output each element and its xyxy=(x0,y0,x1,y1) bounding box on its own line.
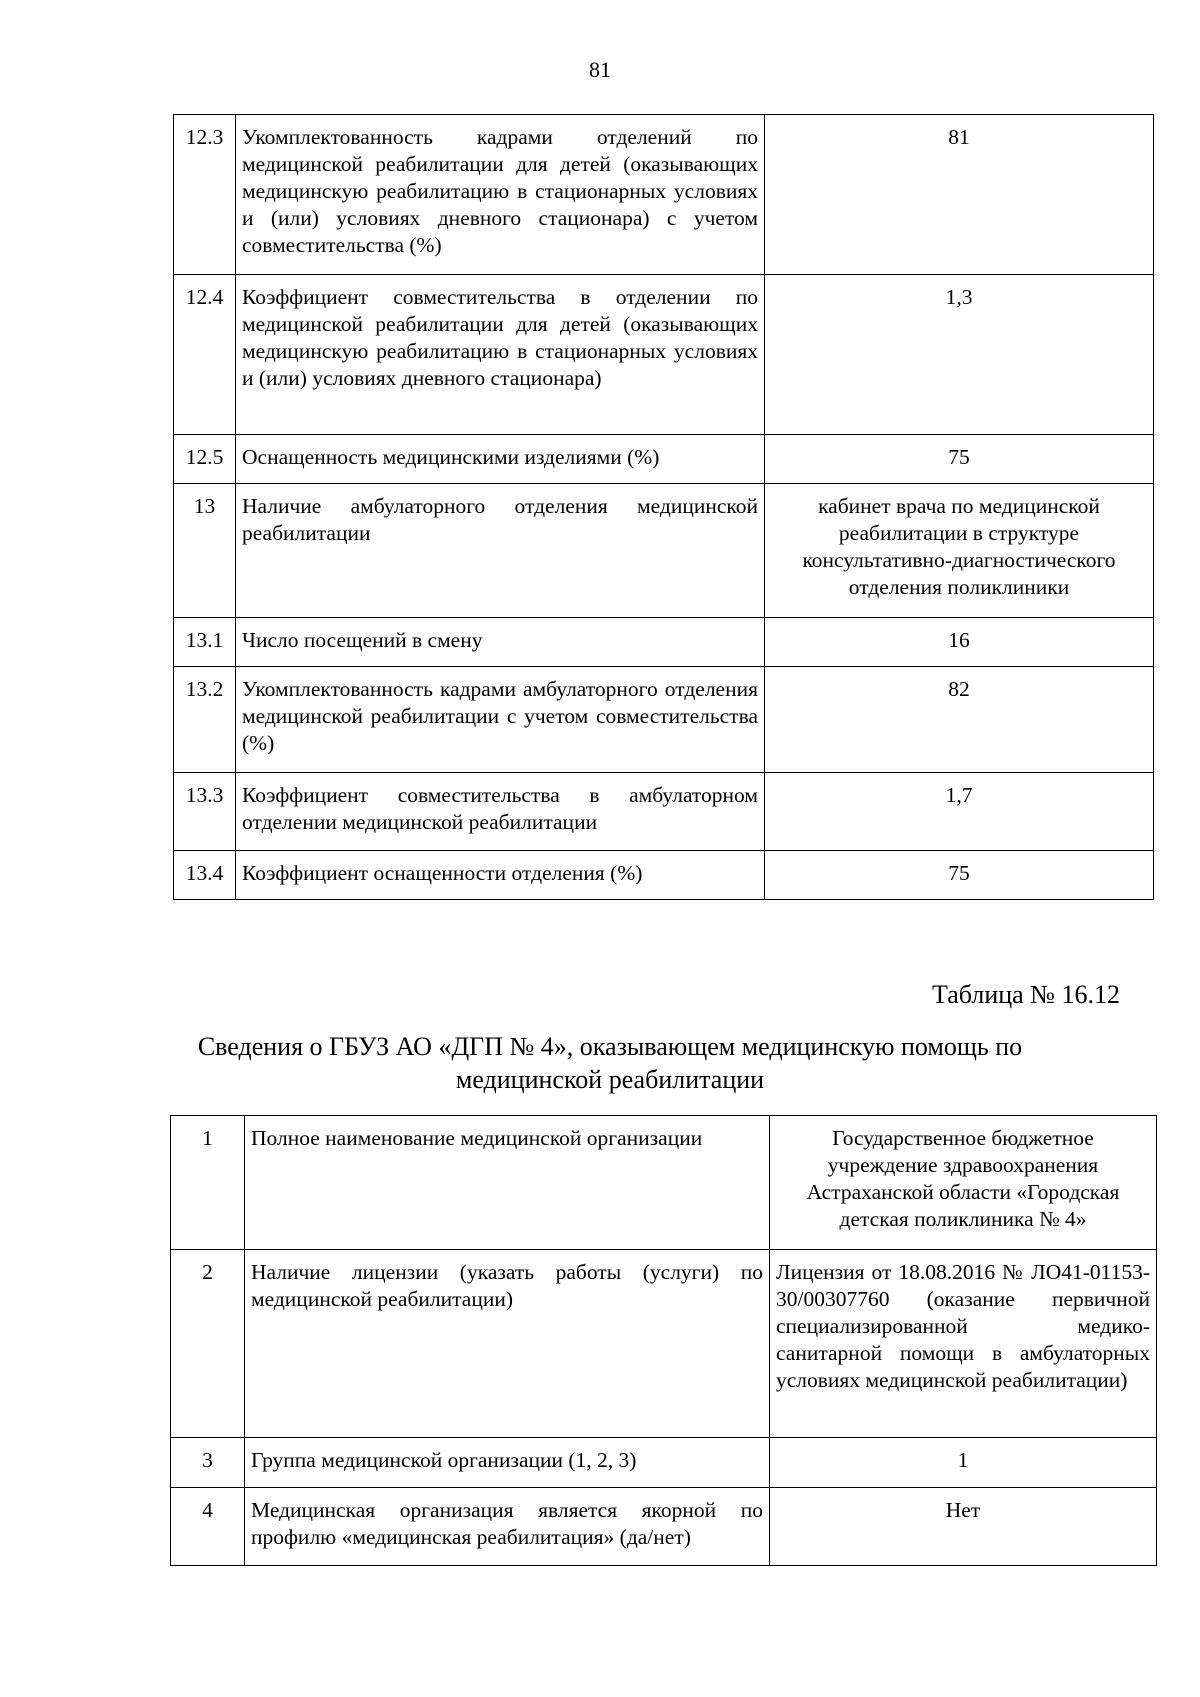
row-value: Лицензия от 18.08.2016 № ЛО41-01153-30/00307760 (оказание первичной специализированной медико-санитарной помощи в амбулаторных условиях медицинской реабилитации) xyxy=(770,1250,1157,1438)
row-description: Оснащенность медицинскими изделиями (%) xyxy=(236,435,765,484)
row-number: 13.3 xyxy=(174,773,236,851)
table-row xyxy=(171,1250,1157,1438)
table-row xyxy=(174,667,1154,773)
row-number: 12.3 xyxy=(174,115,236,275)
row-value: Государственное бюджетное учреждение здравоохранения Астраханской области «Городская детская поликлиника № 4» xyxy=(770,1116,1157,1250)
row-number: 12.5 xyxy=(174,435,236,484)
row-value: 1,7 xyxy=(765,773,1154,851)
row-description: Группа медицинской организации (1, 2, 3) xyxy=(245,1438,770,1488)
table-title: Сведения о ГБУЗ АО «ДГП № 4», оказывающем медицинскую помощь по медицинской реабилитации xyxy=(197,1032,1023,1094)
row-description: Полное наименование медицинской организации xyxy=(245,1116,770,1250)
row-number: 12.4 xyxy=(174,275,236,435)
row-description: Число посещений в смену xyxy=(236,618,765,667)
table-row xyxy=(174,484,1154,618)
row-description: Наличие амбулаторного отделения медицинской реабилитации xyxy=(236,484,765,618)
table-row xyxy=(174,773,1154,851)
row-value: 1 xyxy=(770,1438,1157,1488)
row-number: 4 xyxy=(171,1488,245,1566)
row-number: 2 xyxy=(171,1250,245,1438)
row-number: 1 xyxy=(171,1116,245,1250)
row-number: 13.1 xyxy=(174,618,236,667)
table-caption: Таблица № 16.12 xyxy=(931,980,1120,1009)
table-row xyxy=(171,1116,1157,1250)
row-description: Коэффициент совместительства в отделении по медицинской реабилитации для детей (оказывающих медицинскую реабилитацию в стационарных условиях и (или) условиях дневного стационара) xyxy=(236,275,765,435)
row-value: 75 xyxy=(765,435,1154,484)
row-number: 13 xyxy=(174,484,236,618)
row-number: 13.2 xyxy=(174,667,236,773)
row-description: Укомплектованность кадрами амбулаторного отделения медицинской реабилитации с учетом совместительства (%) xyxy=(236,667,765,773)
row-description: Укомплектованность кадрами отделений по медицинской реабилитации для детей (оказывающих медицинскую реабилитацию в стационарных условиях и (или) условиях дневного стационара) с учетом совместительства (%) xyxy=(236,115,765,275)
row-value: кабинет врача по медицинской реабилитации в структуре консультативно-диагностического отделения поликлиники xyxy=(765,484,1154,618)
row-description: Медицинская организация является якорной по профилю «медицинская реабилитация» (да/нет) xyxy=(245,1488,770,1566)
row-description: Коэффициент совместительства в амбулаторном отделении медицинской реабилитации xyxy=(236,773,765,851)
table-row xyxy=(174,851,1154,900)
row-description: Коэффициент оснащенности отделения (%) xyxy=(236,851,765,900)
table-row xyxy=(174,115,1154,275)
table-row xyxy=(171,1438,1157,1488)
indicators-table xyxy=(173,114,1154,900)
row-value: 81 xyxy=(765,115,1154,275)
table-row xyxy=(174,618,1154,667)
row-value: 16 xyxy=(765,618,1154,667)
row-number: 13.4 xyxy=(174,851,236,900)
row-value: 82 xyxy=(765,667,1154,773)
table-row xyxy=(174,275,1154,435)
row-value: 75 xyxy=(765,851,1154,900)
table-row xyxy=(171,1488,1157,1566)
row-value: 1,3 xyxy=(765,275,1154,435)
page-number: 81 xyxy=(589,57,611,82)
row-value: Нет xyxy=(770,1488,1157,1566)
row-description: Наличие лицензии (указать работы (услуги) по медицинской реабилитации) xyxy=(245,1250,770,1438)
table-row xyxy=(174,435,1154,484)
organization-info-table xyxy=(170,1115,1157,1566)
row-number: 3 xyxy=(171,1438,245,1488)
